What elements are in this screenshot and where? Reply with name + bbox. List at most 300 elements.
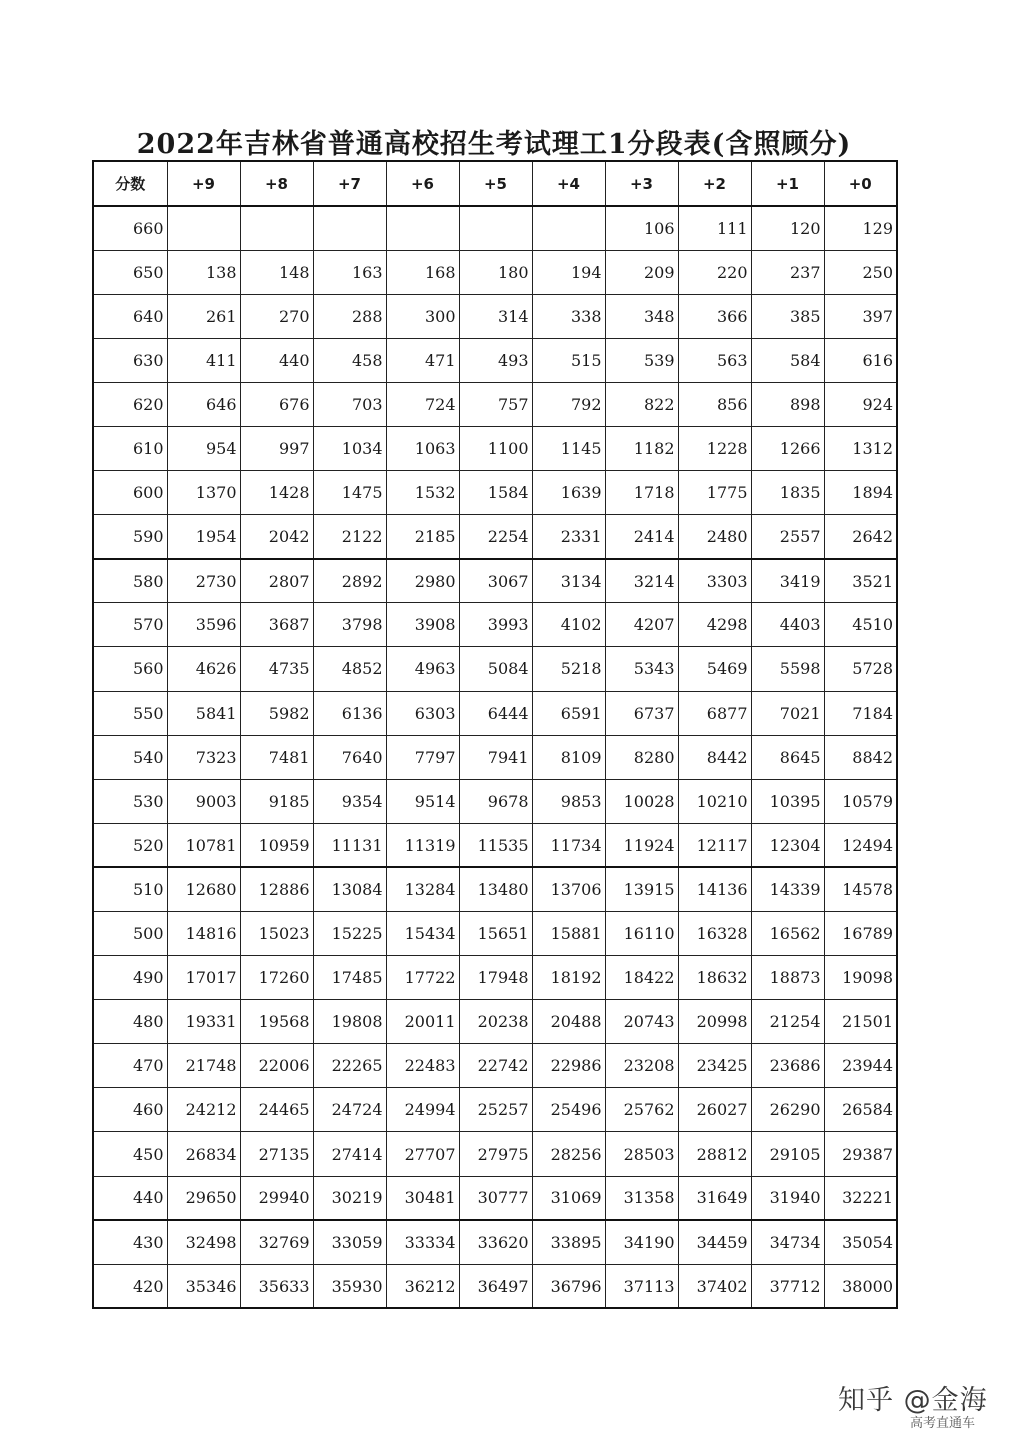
row-score-cell: 460	[93, 1088, 167, 1132]
column-header-plus-7: +7	[313, 161, 386, 206]
table-cell: 15225	[313, 912, 386, 956]
table-cell: 15434	[386, 912, 459, 956]
table-cell: 106	[605, 206, 678, 250]
table-cell	[459, 206, 532, 250]
row-score-cell: 420	[93, 1264, 167, 1308]
table-cell: 8109	[532, 735, 605, 779]
table-cell: 8280	[605, 735, 678, 779]
table-cell: 4207	[605, 603, 678, 647]
table-cell	[386, 206, 459, 250]
table-cell: 30777	[459, 1176, 532, 1220]
table-row	[93, 426, 897, 470]
row-score-cell: 620	[93, 382, 167, 426]
table-cell: 16110	[605, 912, 678, 956]
table-row	[93, 1044, 897, 1088]
table-cell: 27975	[459, 1132, 532, 1176]
table-cell: 27414	[313, 1132, 386, 1176]
table-cell: 138	[167, 250, 240, 294]
table-cell: 1145	[532, 426, 605, 470]
table-cell: 26584	[824, 1088, 897, 1132]
table-cell: 17485	[313, 956, 386, 1000]
table-cell: 12680	[167, 867, 240, 911]
table-cell: 35930	[313, 1264, 386, 1308]
row-score-cell: 510	[93, 867, 167, 911]
table-row	[93, 1088, 897, 1132]
table-cell: 32498	[167, 1220, 240, 1264]
table-cell: 17722	[386, 956, 459, 1000]
table-cell: 822	[605, 382, 678, 426]
table-cell: 1428	[240, 471, 313, 515]
table-cell: 539	[605, 338, 678, 382]
table-cell: 16328	[678, 912, 751, 956]
row-score-cell: 550	[93, 691, 167, 735]
table-cell: 12886	[240, 867, 313, 911]
table-cell: 31069	[532, 1176, 605, 1220]
table-cell: 15023	[240, 912, 313, 956]
table-row	[93, 823, 897, 867]
table-row	[93, 603, 897, 647]
column-header-plus-6: +6	[386, 161, 459, 206]
table-cell: 24994	[386, 1088, 459, 1132]
watermark	[838, 1378, 988, 1431]
table-row	[93, 1176, 897, 1220]
table-cell: 14136	[678, 867, 751, 911]
table-row	[93, 1220, 897, 1264]
table-cell: 23208	[605, 1044, 678, 1088]
table-cell: 26290	[751, 1088, 824, 1132]
row-score-cell: 530	[93, 779, 167, 823]
table-row	[93, 294, 897, 338]
table-cell: 32221	[824, 1176, 897, 1220]
table-cell: 17260	[240, 956, 313, 1000]
table-cell: 111	[678, 206, 751, 250]
table-cell: 6136	[313, 691, 386, 735]
row-score-cell: 430	[93, 1220, 167, 1264]
table-cell: 3798	[313, 603, 386, 647]
table-cell: 30219	[313, 1176, 386, 1220]
row-score-cell: 540	[93, 735, 167, 779]
table-cell: 37113	[605, 1264, 678, 1308]
table-cell: 3687	[240, 603, 313, 647]
table-cell: 36796	[532, 1264, 605, 1308]
table-cell: 180	[459, 250, 532, 294]
table-cell: 38000	[824, 1264, 897, 1308]
table-cell: 5218	[532, 647, 605, 691]
page-title: 2022年吉林省普通高校招生考试理工1分段表(含照顾分)	[136, 129, 852, 160]
watermark-subtext: 高考直通车	[910, 1416, 976, 1431]
table-cell: 724	[386, 382, 459, 426]
table-cell: 10028	[605, 779, 678, 823]
table-cell: 2642	[824, 515, 897, 559]
table-cell: 3521	[824, 559, 897, 603]
column-header-plus-4: +4	[532, 161, 605, 206]
table-cell: 4298	[678, 603, 751, 647]
table-cell: 3419	[751, 559, 824, 603]
table-cell: 10579	[824, 779, 897, 823]
table-cell: 1063	[386, 426, 459, 470]
table-cell: 7797	[386, 735, 459, 779]
row-score-cell: 590	[93, 515, 167, 559]
table-cell: 19568	[240, 1000, 313, 1044]
table-cell: 22483	[386, 1044, 459, 1088]
table-cell: 9185	[240, 779, 313, 823]
table-row	[93, 779, 897, 823]
table-cell: 792	[532, 382, 605, 426]
table-cell: 28256	[532, 1132, 605, 1176]
table-cell: 194	[532, 250, 605, 294]
table-cell: 4102	[532, 603, 605, 647]
table-cell: 12304	[751, 823, 824, 867]
table-cell	[532, 206, 605, 250]
table-cell: 24724	[313, 1088, 386, 1132]
table-cell: 10395	[751, 779, 824, 823]
table-cell: 3214	[605, 559, 678, 603]
table-row	[93, 912, 897, 956]
table-cell: 1954	[167, 515, 240, 559]
table-cell: 23425	[678, 1044, 751, 1088]
table-cell: 2980	[386, 559, 459, 603]
table-cell: 4735	[240, 647, 313, 691]
table-cell: 33620	[459, 1220, 532, 1264]
table-cell: 338	[532, 294, 605, 338]
table-cell: 288	[313, 294, 386, 338]
table-body	[93, 206, 897, 1308]
table-cell: 148	[240, 250, 313, 294]
table-cell: 1639	[532, 471, 605, 515]
table-cell: 1775	[678, 471, 751, 515]
table-cell: 5598	[751, 647, 824, 691]
table-cell: 31649	[678, 1176, 751, 1220]
table-row	[93, 867, 897, 911]
table-cell: 120	[751, 206, 824, 250]
table-cell: 15881	[532, 912, 605, 956]
table-row	[93, 956, 897, 1000]
table-cell: 493	[459, 338, 532, 382]
table-cell: 458	[313, 338, 386, 382]
table-cell: 2807	[240, 559, 313, 603]
table-cell: 1370	[167, 471, 240, 515]
table-cell: 17948	[459, 956, 532, 1000]
table-cell: 5728	[824, 647, 897, 691]
table-cell: 471	[386, 338, 459, 382]
table-cell: 29940	[240, 1176, 313, 1220]
table-cell: 1182	[605, 426, 678, 470]
table-cell: 3596	[167, 603, 240, 647]
table-cell: 5982	[240, 691, 313, 735]
table-cell: 22265	[313, 1044, 386, 1088]
table-cell: 14339	[751, 867, 824, 911]
table-cell: 19098	[824, 956, 897, 1000]
table-cell: 5841	[167, 691, 240, 735]
table-cell: 4963	[386, 647, 459, 691]
table-row	[93, 691, 897, 735]
table-cell: 33059	[313, 1220, 386, 1264]
table-cell: 10210	[678, 779, 751, 823]
table-cell: 2185	[386, 515, 459, 559]
table-cell: 8842	[824, 735, 897, 779]
table-cell: 32769	[240, 1220, 313, 1264]
table-cell: 18192	[532, 956, 605, 1000]
column-header-score: 分数	[93, 161, 167, 206]
table-cell: 34734	[751, 1220, 824, 1264]
table-cell: 30481	[386, 1176, 459, 1220]
table-cell: 25257	[459, 1088, 532, 1132]
table-cell: 20011	[386, 1000, 459, 1044]
table-cell: 5469	[678, 647, 751, 691]
table-cell: 13480	[459, 867, 532, 911]
table-row	[93, 647, 897, 691]
table-cell: 209	[605, 250, 678, 294]
table-cell: 31940	[751, 1176, 824, 1220]
table-cell: 9678	[459, 779, 532, 823]
table-cell: 954	[167, 426, 240, 470]
table-cell	[240, 206, 313, 250]
row-score-cell: 470	[93, 1044, 167, 1088]
table-cell: 7323	[167, 735, 240, 779]
table-cell: 7021	[751, 691, 824, 735]
table-cell: 4510	[824, 603, 897, 647]
table-cell: 16789	[824, 912, 897, 956]
table-cell: 27707	[386, 1132, 459, 1176]
table-cell: 22742	[459, 1044, 532, 1088]
table-cell: 33895	[532, 1220, 605, 1264]
table-cell: 129	[824, 206, 897, 250]
table-cell: 440	[240, 338, 313, 382]
table-cell: 23944	[824, 1044, 897, 1088]
table-cell: 300	[386, 294, 459, 338]
table-cell: 20238	[459, 1000, 532, 1044]
table-cell: 168	[386, 250, 459, 294]
table-cell: 31358	[605, 1176, 678, 1220]
table-cell: 584	[751, 338, 824, 382]
table-cell: 237	[751, 250, 824, 294]
table-cell: 19331	[167, 1000, 240, 1044]
table-cell: 34190	[605, 1220, 678, 1264]
row-score-cell: 570	[93, 603, 167, 647]
table-cell: 2730	[167, 559, 240, 603]
table-cell: 35346	[167, 1264, 240, 1308]
column-header-plus-0: +0	[824, 161, 897, 206]
table-cell: 9354	[313, 779, 386, 823]
table-cell: 2414	[605, 515, 678, 559]
table-cell: 997	[240, 426, 313, 470]
column-header-plus-2: +2	[678, 161, 751, 206]
table-cell: 36212	[386, 1264, 459, 1308]
table-cell: 6591	[532, 691, 605, 735]
table-cell: 314	[459, 294, 532, 338]
table-cell: 21254	[751, 1000, 824, 1044]
table-cell: 676	[240, 382, 313, 426]
table-cell: 898	[751, 382, 824, 426]
row-score-cell: 520	[93, 823, 167, 867]
score-distribution-table	[92, 160, 898, 1309]
table-cell: 33334	[386, 1220, 459, 1264]
table-cell: 1835	[751, 471, 824, 515]
table-cell: 36497	[459, 1264, 532, 1308]
table-cell: 220	[678, 250, 751, 294]
table-cell: 35054	[824, 1220, 897, 1264]
table-cell: 25496	[532, 1088, 605, 1132]
table-cell: 19808	[313, 1000, 386, 1044]
table-cell: 1100	[459, 426, 532, 470]
table-cell: 261	[167, 294, 240, 338]
table-cell: 11734	[532, 823, 605, 867]
table-cell: 20743	[605, 1000, 678, 1044]
table-cell: 26027	[678, 1088, 751, 1132]
table-cell: 563	[678, 338, 751, 382]
table-cell: 1266	[751, 426, 824, 470]
table-row	[93, 206, 897, 250]
table-cell: 1312	[824, 426, 897, 470]
table-cell: 12117	[678, 823, 751, 867]
table-row	[93, 338, 897, 382]
table-cell: 22006	[240, 1044, 313, 1088]
column-header-plus-9: +9	[167, 161, 240, 206]
row-score-cell: 630	[93, 338, 167, 382]
table-cell: 37402	[678, 1264, 751, 1308]
row-score-cell: 650	[93, 250, 167, 294]
table-cell: 11924	[605, 823, 678, 867]
table-cell: 26834	[167, 1132, 240, 1176]
table-row	[93, 1132, 897, 1176]
table-cell: 24465	[240, 1088, 313, 1132]
table-cell: 13284	[386, 867, 459, 911]
table-cell: 20998	[678, 1000, 751, 1044]
table-cell: 397	[824, 294, 897, 338]
row-score-cell: 500	[93, 912, 167, 956]
table-cell: 4403	[751, 603, 824, 647]
table-cell: 1228	[678, 426, 751, 470]
table-cell: 2042	[240, 515, 313, 559]
table-cell: 7941	[459, 735, 532, 779]
table-cell: 6737	[605, 691, 678, 735]
table-cell: 29650	[167, 1176, 240, 1220]
table-cell	[313, 206, 386, 250]
column-header-plus-1: +1	[751, 161, 824, 206]
table-cell: 646	[167, 382, 240, 426]
row-score-cell: 580	[93, 559, 167, 603]
table-row	[93, 515, 897, 559]
column-header-plus-5: +5	[459, 161, 532, 206]
table-cell: 1584	[459, 471, 532, 515]
table-cell: 385	[751, 294, 824, 338]
table-cell: 23686	[751, 1044, 824, 1088]
table-cell: 14816	[167, 912, 240, 956]
table-cell: 1894	[824, 471, 897, 515]
table-cell: 515	[532, 338, 605, 382]
row-score-cell: 440	[93, 1176, 167, 1220]
row-score-cell: 450	[93, 1132, 167, 1176]
table-cell: 5343	[605, 647, 678, 691]
table-cell: 16562	[751, 912, 824, 956]
table-cell: 1034	[313, 426, 386, 470]
table-cell	[167, 206, 240, 250]
table-cell: 9003	[167, 779, 240, 823]
table-cell: 348	[605, 294, 678, 338]
table-cell: 3993	[459, 603, 532, 647]
table-cell: 2892	[313, 559, 386, 603]
table-cell: 35633	[240, 1264, 313, 1308]
table-cell: 10959	[240, 823, 313, 867]
table-cell: 3303	[678, 559, 751, 603]
table-cell: 13706	[532, 867, 605, 911]
table-cell: 17017	[167, 956, 240, 1000]
table-cell: 411	[167, 338, 240, 382]
table-cell: 4626	[167, 647, 240, 691]
table-cell: 703	[313, 382, 386, 426]
table-row	[93, 471, 897, 515]
row-score-cell: 610	[93, 426, 167, 470]
row-score-cell: 480	[93, 1000, 167, 1044]
table-header-row	[93, 161, 897, 206]
table-cell: 2254	[459, 515, 532, 559]
column-header-plus-3: +3	[605, 161, 678, 206]
table-cell: 8442	[678, 735, 751, 779]
table-row	[93, 1264, 897, 1308]
table-cell: 29387	[824, 1132, 897, 1176]
table-cell: 5084	[459, 647, 532, 691]
table-cell: 34459	[678, 1220, 751, 1264]
table-cell: 37712	[751, 1264, 824, 1308]
table-cell: 18632	[678, 956, 751, 1000]
table-cell: 1532	[386, 471, 459, 515]
table-cell: 3908	[386, 603, 459, 647]
table-cell: 27135	[240, 1132, 313, 1176]
table-cell: 9853	[532, 779, 605, 823]
table-cell: 163	[313, 250, 386, 294]
table-cell: 6877	[678, 691, 751, 735]
row-score-cell: 640	[93, 294, 167, 338]
row-score-cell: 600	[93, 471, 167, 515]
column-header-plus-8: +8	[240, 161, 313, 206]
table-cell: 7184	[824, 691, 897, 735]
table-cell: 270	[240, 294, 313, 338]
row-score-cell: 560	[93, 647, 167, 691]
table-cell: 8645	[751, 735, 824, 779]
table-cell: 4852	[313, 647, 386, 691]
table-row	[93, 250, 897, 294]
table-cell: 250	[824, 250, 897, 294]
table-cell: 7640	[313, 735, 386, 779]
table-cell: 2331	[532, 515, 605, 559]
table-cell: 9514	[386, 779, 459, 823]
table-cell: 11535	[459, 823, 532, 867]
table-cell: 18873	[751, 956, 824, 1000]
table-cell: 616	[824, 338, 897, 382]
table-cell: 2480	[678, 515, 751, 559]
table-cell: 924	[824, 382, 897, 426]
table-cell: 1718	[605, 471, 678, 515]
table-cell: 856	[678, 382, 751, 426]
table-cell: 22986	[532, 1044, 605, 1088]
table-cell: 14578	[824, 867, 897, 911]
row-score-cell: 490	[93, 956, 167, 1000]
table-cell: 11131	[313, 823, 386, 867]
table-cell: 18422	[605, 956, 678, 1000]
table-cell: 7481	[240, 735, 313, 779]
table-cell: 28812	[678, 1132, 751, 1176]
table-cell: 13084	[313, 867, 386, 911]
table-cell: 24212	[167, 1088, 240, 1132]
table-cell: 6303	[386, 691, 459, 735]
watermark-text: 知乎 @金海	[838, 1385, 988, 1416]
table-row	[93, 735, 897, 779]
table-cell: 15651	[459, 912, 532, 956]
table-cell: 1475	[313, 471, 386, 515]
table-row	[93, 382, 897, 426]
table-cell: 3134	[532, 559, 605, 603]
table-row	[93, 1000, 897, 1044]
